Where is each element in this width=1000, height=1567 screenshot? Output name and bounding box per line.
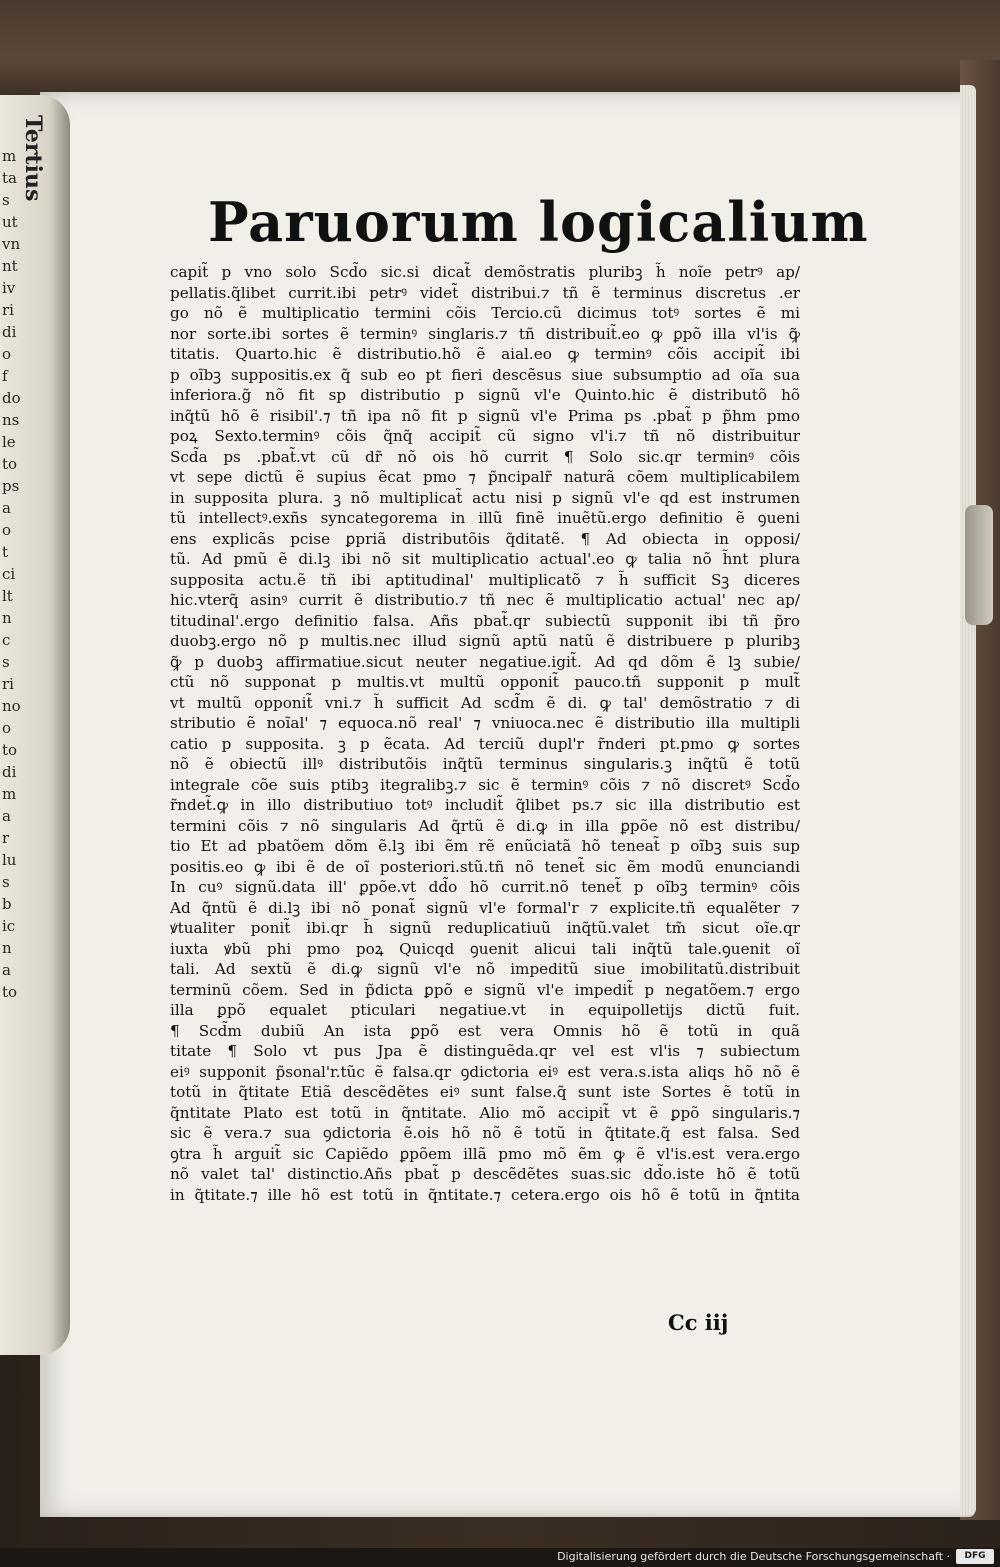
facing-page-fragment: le [2, 433, 16, 451]
text-line: stributio ẽ noĩal' ⁊ equoca.nõ real' ⁊ vniuoca.nec ẽ distributio illa multipli [170, 714, 800, 732]
text-line: terminũ cõem. Sed in p̃dicta ꝑpõ e signũ vl'e impedit̃ p negatõem.⁊ ergo [170, 980, 800, 999]
text-line: ¶ Scd̃m dubiũ An ista ꝑpõ est vera Omnis hõ ẽ totũ in quã [170, 1021, 800, 1040]
text-line: In cuꝰ signũ.data ill' ꝑpõe.vt dd̃o hõ currit.nõ tenet̃ p oĩbꝫ terminꝰ cõis [170, 878, 800, 896]
text-line: eiꝰ supponit p̃sonal'r.tũc ẽ falsa.qr ꝯdictoria eiꝰ est vera.s.ista aliqs hõ nõ ẽ [170, 1062, 800, 1081]
facing-page-fragment: ri [2, 675, 14, 693]
text-line: integrale cõe suis ptibꝫ itegralibꝫ.⁊ sic ẽ terminꝰ cõis ⁊ nõ discretꝰ Scd̃o [170, 775, 800, 794]
text-line: illa ꝑpõ equalet pticulari negatiue.vt in equipolletijs dictũ fuit. [170, 1001, 800, 1019]
text-line: ꝙ̃ p duobꝫ affirmatiue.sicut neuter negatiue.igit̃. Ad qd dõm ẽ lꝫ subie/ [170, 652, 800, 671]
text-line: hic.vterq̃ asinꝰ currit ẽ distributio.⁊ tñ nec ẽ multiplicatio actual' nec ap/ [170, 591, 800, 609]
facing-page-left [0, 95, 70, 1355]
facing-page-fragment: iv [2, 279, 16, 297]
facing-page-fragment: lt [2, 587, 13, 605]
facing-page-fragment: ut [2, 213, 18, 231]
facing-page-fragment: f [2, 367, 8, 385]
facing-page-fragment: ta [2, 169, 17, 187]
text-line: titate ¶ Solo vt pus Jpa ẽ distinguẽda.qr vel est vl'is ⁊ subiectum [170, 1042, 800, 1060]
book-clasp [965, 505, 993, 625]
facing-page-fragment: r [2, 829, 10, 847]
facing-page-fragment: c [2, 631, 11, 649]
facing-page-fragment: s [2, 873, 10, 891]
text-line: Ad q̃ntũ ẽ di.lꝫ ibi nõ ponat̃ signũ vl'e formal'r ⁊ explicite.tñ equalẽter ⁊ [170, 898, 800, 917]
text-line: sic ẽ vera.⁊ sua ꝯdictoria ẽ.ois hõ nõ ẽ totũ in q̃titate.q̃ est falsa. Sed [170, 1124, 800, 1142]
facing-page-fragment: do [2, 389, 21, 407]
facing-page-fragment: o [2, 345, 12, 363]
running-head: Paruorum logicalium [208, 190, 869, 254]
facing-page-fragment: vn [2, 235, 21, 253]
text-line: q̃ntitate Plato est totũ in q̃ntitate. Alio mõ accipit̃ vt ẽ ꝑpõ singularis.⁊ [170, 1103, 800, 1122]
facing-page-fragment: no [2, 697, 21, 715]
facing-page-fragment: n [2, 939, 12, 957]
text-line: capit̃ p vno solo Scd̃o sic.si dicat̃ demõstratis pluribꝫ h̃ noĩe petrꝰ ap/ [170, 263, 800, 281]
facing-page-fragment: lu [2, 851, 17, 869]
text-line: nõ ẽ obiectũ illꝰ distributõis inq̃tũ terminus singularis.ꝫ inq̃tũ ẽ totũ [170, 755, 800, 773]
facing-page-running-word: Tertius [20, 115, 46, 202]
text-line: Scd̃a ps .pbat̃.vt cũ dr̃ nõ ois hõ currit ¶ Solo sic.qr terminꝰ cõis [170, 447, 800, 466]
text-line: ꝟtualiter ponit̃ ibi.qr h̃ signũ reduplicatiuũ inq̃tũ.valet tm̃ sicut oĩe.qr [170, 919, 800, 937]
facing-page-fragment: s [2, 653, 10, 671]
facing-page-fragment: a [2, 499, 11, 517]
text-line: duobꝫ.ergo nõ p multis.nec illud signũ aptũ natũ ẽ distribuere p pluribꝫ [170, 632, 800, 650]
signature-mark: Cc iij [668, 1310, 729, 1335]
text-line: tio Et ad pbatõem dõm ẽ.lꝫ ibi ẽm rẽ enũciatã hõ teneat̃ p oĩbꝫ suis sup [170, 837, 800, 855]
body-text [170, 262, 800, 1205]
facing-page-fragments [2, 145, 62, 1003]
text-line: catio p supposita. ꝫ p ẽcata. Ad terciũ dupl'r r̃nderi pt.pmo ꝙ sortes [170, 734, 800, 753]
text-line: p oĩbꝫ suppositis.ex q̃ sub eo pt fieri descẽsus siue subsumptio ad oĩa sua [170, 365, 800, 384]
text-line: tũ. Ad pmũ ẽ di.lꝫ ibi nõ sit multiplicatio actual'.eo ꝙ talia nõ h̃nt plura [170, 550, 800, 568]
text-line: in q̃titate.⁊ ille hõ est totũ in q̃ntitate.⁊ cetera.ergo ois hõ ẽ totũ in q̃ntita [170, 1185, 800, 1204]
text-line: ctũ nõ supponat p multis.vt multũ opponit̃ pauco.tñ supponit p mult̃ [170, 673, 800, 691]
text-line: titudinal'.ergo definitio falsa. Añs pbat̃.qr subiectũ supponit ibi tñ p̃ro [170, 611, 800, 630]
text-line: poꝝ Sexto.terminꝰ cõis q̃nq̃ accipit̃ cũ signo vl'i.⁊ tñ nõ distribuitur [170, 427, 800, 445]
text-line: r̃ndet̃.ꝙ in illo distributiuo totꝰ includit̃ q̃libet ps.⁊ sic illa distributio est [170, 796, 800, 814]
facing-page-fragment: t [2, 543, 9, 561]
footer-credit: Digitalisierung gefördert durch die Deutsche Forschungsgemeinschaft · [557, 1550, 950, 1563]
text-line: go nõ ẽ multiplicatio termini cõis Tercio.cũ dicimus totꝰ sortes ẽ mi [170, 304, 800, 322]
facing-page-fragment: ns [2, 411, 20, 429]
page-edges [960, 85, 976, 1515]
facing-page-fragment: to [2, 983, 18, 1001]
text-line: positis.eo ꝙ ibi ẽ de oĩ posteriori.stũ.tñ nõ tenet̃ sic ẽm modũ enunciandi [170, 857, 800, 876]
text-line: iuxta ꝟbũ phi pmo poꝝ Quicqd ꝯuenit alicui tali inq̃tũ tale.ꝯuenit oĩ [170, 939, 800, 958]
text-line: titatis. Quarto.hic ẽ distributio.hõ ẽ aial.eo ꝙ terminꝰ cõis accipit̃ ibi [170, 345, 800, 363]
text-line: vt sepe dictũ ẽ supius ẽcat pmo ⁊ p̃ncipalr̃ naturã cõem multiplicabilem [170, 468, 800, 486]
facing-page-fragment: a [2, 961, 11, 979]
facing-page-fragment: nt [2, 257, 18, 275]
text-line: supposita actu.ẽ tñ ibi aptitudinal' multiplicatõ ⁊ h̃ sufficit Sꝫ diceres [170, 570, 800, 589]
facing-page-fragment: ri [2, 301, 14, 319]
facing-page-fragment: to [2, 455, 18, 473]
text-line: inq̃tũ hõ ẽ risibil'.⁊ tñ ipa nõ fit p signũ vl'e Prima ps .pbat̃ p p̃hm pmo [170, 406, 800, 425]
text-line: nor sorte.ibi sortes ẽ terminꝰ singlaris.⁊ tñ distribuit̃.eo ꝙ ꝑpõ illa vl'is ꝙ̃ [170, 324, 800, 343]
facing-page-fragment: di [2, 763, 17, 781]
facing-page-fragment: o [2, 719, 12, 737]
dfg-logo: DFG [956, 1549, 994, 1564]
text-line: tali. Ad sextũ ẽ di.ꝙ signũ vl'e nõ impeditũ siue imobilitatũ.distribuit [170, 960, 800, 978]
facing-page-fragment: m [2, 147, 17, 165]
facing-page-fragment: b [2, 895, 12, 913]
facing-page-fragment: ci [2, 565, 16, 583]
text-line: nõ valet tal' distinctio.Añs pbat̃ p descẽdẽtes suas.sic dd̃o.iste hõ ẽ totũ [170, 1165, 800, 1183]
book-cover-top [0, 0, 1000, 100]
text-line: vt multũ opponit̃ vni.⁊ h̃ sufficit Ad scd̃m ẽ di. ꝙ tal' demõstratio ⁊ di [170, 693, 800, 712]
text-line: inferiora.g̃ nõ fit sp distributio p signũ vl'e Quinto.hic ẽ distributõ hõ [170, 386, 800, 404]
text-line: termini cõis ⁊ nõ singularis Ad q̃rtũ ẽ di.ꝙ in illa ꝑpõe nõ est distribu/ [170, 816, 800, 835]
text-line: totũ in q̃titate Etiã descẽdẽtes eiꝰ sunt false.q̃ sunt iste Sortes ẽ totũ in [170, 1083, 800, 1101]
facing-page-fragment: m [2, 785, 17, 803]
facing-page-fragment: ic [2, 917, 16, 935]
facing-page-fragment: o [2, 521, 12, 539]
facing-page-fragment: ps [2, 477, 20, 495]
facing-page-fragment: a [2, 807, 11, 825]
facing-page-fragment: di [2, 323, 17, 341]
text-line: pellatis.q̃libet currit.ibi petrꝰ videt̃ distribui.⁊ tñ ẽ terminus discretus .er [170, 283, 800, 302]
facing-page-fragment: to [2, 741, 18, 759]
facing-page-fragment: s [2, 191, 10, 209]
facing-page-fragment: n [2, 609, 12, 627]
text-line: tũ intellectꝰ.exñs syncategorema in illũ finẽ inuẽtũ.ergo definitio ẽ ꝯueni [170, 509, 800, 527]
text-line: ꝯtra h̃ argui̇t̃ sic Capiẽdo ꝑpõem illã pmo mõ ẽm ꝙ ẽ vl'is.est vera.ergo [170, 1144, 800, 1163]
text-line: in supposita plura. ꝫ nõ multiplicat̃ actu nisi p signũ vl'e qd est instrumen [170, 488, 800, 507]
text-line: ens explicãs pcise ꝑpriã distributõis q̃ditatẽ. ¶ Ad obiecta in opposi/ [170, 529, 800, 548]
